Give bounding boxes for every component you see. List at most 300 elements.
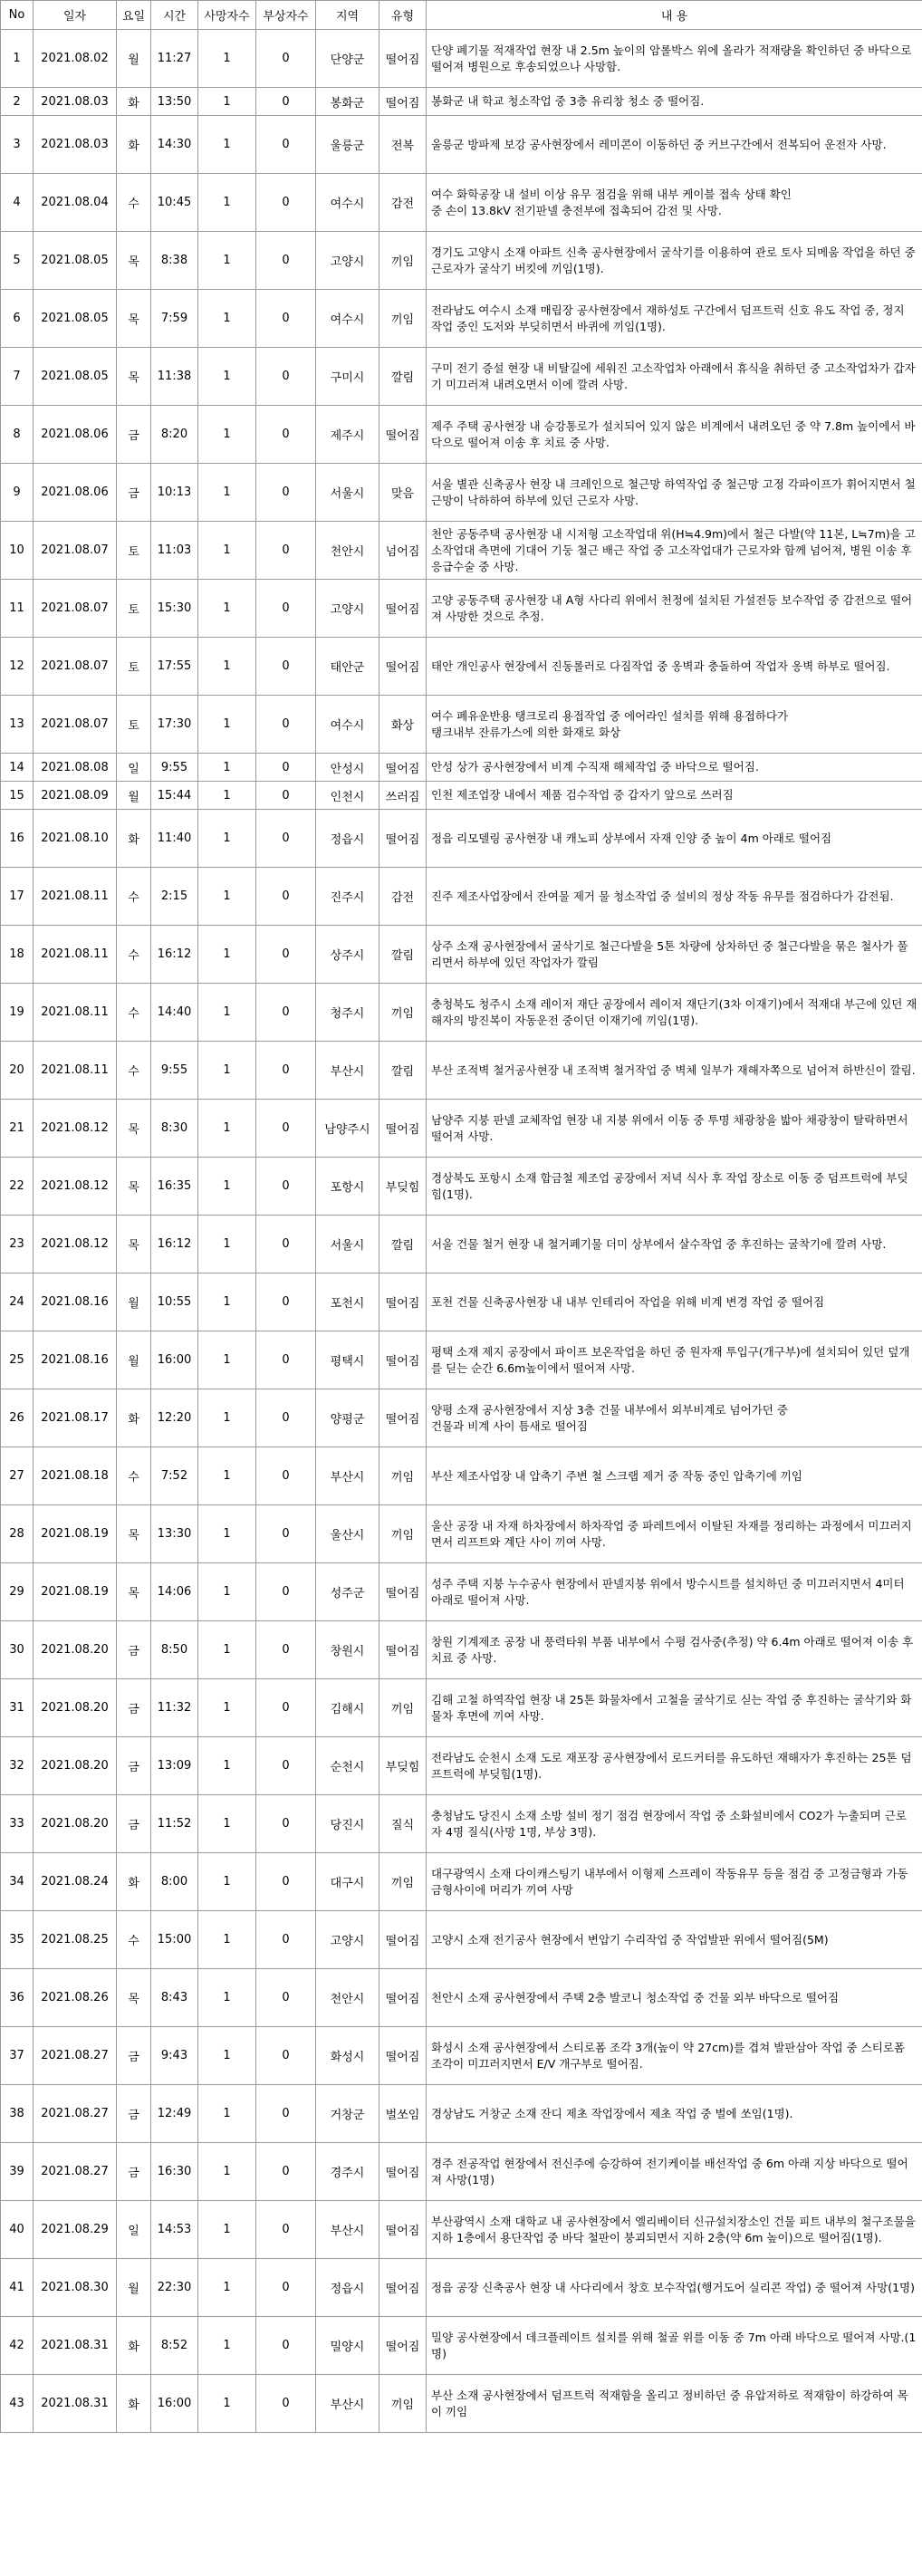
cell-no: 27 <box>1 1447 34 1505</box>
cell-date: 2021.08.04 <box>34 174 117 232</box>
cell-no: 26 <box>1 1389 34 1447</box>
cell-injuries: 0 <box>256 1795 316 1853</box>
cell-no: 2 <box>1 88 34 116</box>
cell-injuries: 0 <box>256 1911 316 1969</box>
cell-type: 떨어짐 <box>379 1274 427 1331</box>
cell-no: 31 <box>1 1679 34 1737</box>
cell-content: 고양 공동주택 공사현장 내 A형 사다리 위에서 천정에 설치된 가설전등 보수작업 중 감전으로 떨어져 사망한 것으로 추정. <box>427 580 922 638</box>
cell-injuries: 0 <box>256 1216 316 1274</box>
table-row <box>1 2201 922 2259</box>
cell-content: 상주 소재 공사현장에서 굴삭기로 철근다발을 5톤 차량에 상차하던 중 철근다발을 묶은 철사가 풀리면서 하부에 있던 작업자가 깔림 <box>427 926 922 984</box>
cell-day: 월 <box>117 782 151 810</box>
cell-content: 인천 제조업장 내에서 제품 검수작업 중 갑자기 앞으로 쓰러짐 <box>427 782 922 810</box>
cell-time: 2:15 <box>151 868 198 926</box>
cell-date: 2021.08.12 <box>34 1216 117 1274</box>
cell-deaths: 1 <box>198 2085 256 2143</box>
cell-time: 10:45 <box>151 174 198 232</box>
cell-day: 토 <box>117 522 151 580</box>
header-region: 지역 <box>316 1 379 30</box>
cell-injuries: 0 <box>256 348 316 406</box>
cell-deaths: 1 <box>198 1042 256 1100</box>
cell-no: 36 <box>1 1969 34 2027</box>
cell-deaths: 1 <box>198 1216 256 1274</box>
cell-content: 천안시 소재 공사현장에서 주택 2층 발코니 청소작업 중 건물 외부 바닥으로 떨어짐 <box>427 1969 922 2027</box>
cell-content: 포천 건물 신축공사현장 내 내부 인테리어 작업을 위해 비계 변경 작업 중 떨어짐 <box>427 1274 922 1331</box>
cell-content: 부산 제조사업장 내 압축기 주변 철 스크랩 제거 중 작동 중인 압축기에 끼임 <box>427 1447 922 1505</box>
cell-day: 목 <box>117 290 151 348</box>
table-row <box>1 1505 922 1563</box>
cell-injuries: 0 <box>256 174 316 232</box>
cell-no: 30 <box>1 1621 34 1679</box>
cell-date: 2021.08.03 <box>34 88 117 116</box>
cell-type: 떨어짐 <box>379 1100 427 1158</box>
table-row <box>1 2085 922 2143</box>
cell-type: 감전 <box>379 868 427 926</box>
cell-content: 여수 화학공장 내 설비 이상 유무 점검을 위해 내부 케이블 접속 상태 확인 중 손이 13.8kV 전기판넬 충전부에 접촉되어 감전 및 사망. <box>427 174 922 232</box>
cell-type: 질식 <box>379 1795 427 1853</box>
cell-date: 2021.08.27 <box>34 2143 117 2201</box>
cell-type: 떨어짐 <box>379 810 427 868</box>
cell-date: 2021.08.03 <box>34 116 117 174</box>
cell-date: 2021.08.06 <box>34 464 117 522</box>
cell-deaths: 1 <box>198 1389 256 1447</box>
cell-content: 경기도 고양시 소재 아파트 신축 공사현장에서 굴삭기를 이용하여 관로 토사 되메움 작업을 하던 중 근로자가 굴삭기 버킷에 끼임(1명). <box>427 232 922 290</box>
cell-time: 8:50 <box>151 1621 198 1679</box>
cell-day: 금 <box>117 1795 151 1853</box>
table-row <box>1 782 922 810</box>
table-row <box>1 1737 922 1795</box>
cell-time: 11:38 <box>151 348 198 406</box>
cell-date: 2021.08.20 <box>34 1621 117 1679</box>
cell-day: 목 <box>117 348 151 406</box>
cell-no: 7 <box>1 348 34 406</box>
table-row <box>1 638 922 696</box>
table-row <box>1 2375 922 2433</box>
cell-injuries: 0 <box>256 1969 316 2027</box>
cell-injuries: 0 <box>256 2201 316 2259</box>
cell-date: 2021.08.09 <box>34 782 117 810</box>
cell-time: 8:38 <box>151 232 198 290</box>
cell-time: 14:06 <box>151 1563 198 1621</box>
cell-time: 7:52 <box>151 1447 198 1505</box>
cell-content: 창원 기계제조 공장 내 풍력타워 부품 내부에서 수평 검사중(추정) 약 6.4m 아래로 떨어져 이송 후 치료 중 사망. <box>427 1621 922 1679</box>
cell-region: 부산시 <box>316 1447 379 1505</box>
cell-injuries: 0 <box>256 1853 316 1911</box>
cell-content: 화성시 소재 공사현장에서 스티로폼 조각 3개(높이 약 27cm)를 겹쳐 발판삼아 작업 중 스티로폼 조각이 미끄러지면서 E/V 개구부로 떨어짐. <box>427 2027 922 2085</box>
cell-content: 경주 전공작업 현장에서 전신주에 승강하여 전기케이블 배선작업 중 6m 아래 지상 바닥으로 떨어져 사망(1명) <box>427 2143 922 2201</box>
cell-injuries: 0 <box>256 2143 316 2201</box>
cell-content: 고양시 소재 전기공사 현장에서 변압기 수리작업 중 작업발판 위에서 떨어짐(5M) <box>427 1911 922 1969</box>
cell-region: 평택시 <box>316 1331 379 1389</box>
table-row <box>1 1853 922 1911</box>
cell-date: 2021.08.07 <box>34 522 117 580</box>
cell-no: 43 <box>1 2375 34 2433</box>
cell-content: 충청남도 당진시 소재 소방 설비 정기 점검 현장에서 작업 중 소화설비에서 CO2가 누출되며 근로자 4명 질식(사망 1명, 부상 3명). <box>427 1795 922 1853</box>
table-row <box>1 696 922 754</box>
cell-content: 안성 상가 공사현장에서 비계 수직재 해체작업 중 바닥으로 떨어짐. <box>427 754 922 782</box>
cell-date: 2021.08.05 <box>34 232 117 290</box>
cell-injuries: 0 <box>256 1505 316 1563</box>
cell-no: 42 <box>1 2317 34 2375</box>
cell-region: 천안시 <box>316 522 379 580</box>
cell-type: 떨어짐 <box>379 1331 427 1389</box>
cell-date: 2021.08.29 <box>34 2201 117 2259</box>
cell-region: 서울시 <box>316 1216 379 1274</box>
cell-date: 2021.08.19 <box>34 1563 117 1621</box>
cell-region: 서울시 <box>316 464 379 522</box>
cell-date: 2021.08.07 <box>34 696 117 754</box>
cell-day: 금 <box>117 2085 151 2143</box>
cell-date: 2021.08.27 <box>34 2085 117 2143</box>
cell-day: 화 <box>117 1389 151 1447</box>
cell-no: 14 <box>1 754 34 782</box>
cell-region: 태안군 <box>316 638 379 696</box>
cell-deaths: 1 <box>198 1853 256 1911</box>
cell-no: 39 <box>1 2143 34 2201</box>
cell-time: 13:09 <box>151 1737 198 1795</box>
cell-day: 화 <box>117 810 151 868</box>
cell-no: 34 <box>1 1853 34 1911</box>
cell-type: 떨어짐 <box>379 30 427 88</box>
table-row <box>1 1911 922 1969</box>
cell-deaths: 1 <box>198 810 256 868</box>
cell-date: 2021.08.12 <box>34 1158 117 1216</box>
cell-type: 끼임 <box>379 1505 427 1563</box>
cell-time: 13:50 <box>151 88 198 116</box>
table-row <box>1 1795 922 1853</box>
cell-region: 성주군 <box>316 1563 379 1621</box>
cell-type: 떨어짐 <box>379 1621 427 1679</box>
table-row <box>1 1563 922 1621</box>
cell-time: 8:30 <box>151 1100 198 1158</box>
cell-type: 끼임 <box>379 290 427 348</box>
cell-day: 수 <box>117 174 151 232</box>
cell-deaths: 1 <box>198 406 256 464</box>
cell-region: 거창군 <box>316 2085 379 2143</box>
cell-time: 10:55 <box>151 1274 198 1331</box>
cell-region: 창원시 <box>316 1621 379 1679</box>
cell-deaths: 1 <box>198 522 256 580</box>
cell-content: 태안 개인공사 현장에서 진동롤러로 다짐작업 중 옹벽과 충돌하여 작업자 옹벽 하부로 떨어짐. <box>427 638 922 696</box>
cell-type: 떨어짐 <box>379 2317 427 2375</box>
cell-deaths: 1 <box>198 116 256 174</box>
cell-date: 2021.08.16 <box>34 1274 117 1331</box>
cell-day: 화 <box>117 2317 151 2375</box>
cell-time: 13:30 <box>151 1505 198 1563</box>
cell-date: 2021.08.02 <box>34 30 117 88</box>
header-no: No <box>1 1 34 30</box>
cell-deaths: 1 <box>198 580 256 638</box>
cell-day: 일 <box>117 754 151 782</box>
cell-day: 일 <box>117 2201 151 2259</box>
cell-no: 20 <box>1 1042 34 1100</box>
cell-date: 2021.08.11 <box>34 984 117 1042</box>
cell-region: 정읍시 <box>316 810 379 868</box>
cell-deaths: 1 <box>198 1331 256 1389</box>
cell-content: 김해 고철 하역작업 현장 내 25톤 화물차에서 고철을 굴삭기로 싣는 작업 중 후진하는 굴삭기와 화물차 후면에 끼여 사망. <box>427 1679 922 1737</box>
cell-day: 목 <box>117 1100 151 1158</box>
cell-injuries: 0 <box>256 638 316 696</box>
cell-date: 2021.08.30 <box>34 2259 117 2317</box>
cell-no: 8 <box>1 406 34 464</box>
cell-type: 떨어짐 <box>379 2259 427 2317</box>
cell-date: 2021.08.05 <box>34 290 117 348</box>
cell-date: 2021.08.19 <box>34 1505 117 1563</box>
cell-injuries: 0 <box>256 696 316 754</box>
cell-day: 토 <box>117 696 151 754</box>
cell-region: 울산시 <box>316 1505 379 1563</box>
cell-region: 순천시 <box>316 1737 379 1795</box>
cell-date: 2021.08.27 <box>34 2027 117 2085</box>
cell-region: 남양주시 <box>316 1100 379 1158</box>
cell-deaths: 1 <box>198 1679 256 1737</box>
cell-no: 25 <box>1 1331 34 1389</box>
cell-time: 16:12 <box>151 926 198 984</box>
cell-region: 포천시 <box>316 1274 379 1331</box>
cell-type: 떨어짐 <box>379 638 427 696</box>
cell-injuries: 0 <box>256 290 316 348</box>
header-content: 내 용 <box>427 1 922 30</box>
cell-deaths: 1 <box>198 1563 256 1621</box>
cell-date: 2021.08.08 <box>34 754 117 782</box>
table-row <box>1 1158 922 1216</box>
cell-deaths: 1 <box>198 1274 256 1331</box>
cell-content: 밀양 공사현장에서 데크플레이트 설치를 위해 철골 위를 이동 중 7m 아래 바닥으로 떨어져 사망.(1명) <box>427 2317 922 2375</box>
cell-deaths: 1 <box>198 1911 256 1969</box>
cell-deaths: 1 <box>198 2143 256 2201</box>
cell-injuries: 0 <box>256 1679 316 1737</box>
table-row <box>1 1216 922 1274</box>
cell-no: 17 <box>1 868 34 926</box>
table-row <box>1 1621 922 1679</box>
table-row <box>1 290 922 348</box>
cell-no: 3 <box>1 116 34 174</box>
cell-injuries: 0 <box>256 406 316 464</box>
cell-type: 떨어짐 <box>379 1563 427 1621</box>
cell-type: 끼임 <box>379 2375 427 2433</box>
cell-no: 28 <box>1 1505 34 1563</box>
cell-deaths: 1 <box>198 1737 256 1795</box>
cell-no: 9 <box>1 464 34 522</box>
cell-type: 부딪힘 <box>379 1737 427 1795</box>
table-row <box>1 30 922 88</box>
cell-time: 17:30 <box>151 696 198 754</box>
cell-day: 금 <box>117 2027 151 2085</box>
cell-content: 진주 제조사업장에서 잔여물 제거 물 청소작업 중 설비의 정상 작동 유무를 점검하다가 감전됨. <box>427 868 922 926</box>
cell-date: 2021.08.20 <box>34 1679 117 1737</box>
cell-deaths: 1 <box>198 2317 256 2375</box>
cell-region: 당진시 <box>316 1795 379 1853</box>
cell-injuries: 0 <box>256 2027 316 2085</box>
cell-injuries: 0 <box>256 2317 316 2375</box>
cell-type: 떨어짐 <box>379 2201 427 2259</box>
cell-day: 금 <box>117 1737 151 1795</box>
cell-injuries: 0 <box>256 926 316 984</box>
cell-time: 16:12 <box>151 1216 198 1274</box>
cell-content: 여수 폐유운반용 탱크로리 용접작업 중 에어라인 설치를 위해 용접하다가 탱크내부 잔류가스에 의한 화재로 화상 <box>427 696 922 754</box>
cell-time: 8:00 <box>151 1853 198 1911</box>
cell-no: 40 <box>1 2201 34 2259</box>
cell-content: 평택 소재 제지 공장에서 파이프 보온작업을 하던 중 원자재 투입구(개구부)에 설치되어 있던 덮개를 딛는 순간 6.6m높이에서 떨어져 사망. <box>427 1331 922 1389</box>
cell-type: 화상 <box>379 696 427 754</box>
header-row <box>1 1 922 30</box>
cell-no: 33 <box>1 1795 34 1853</box>
table-row <box>1 984 922 1042</box>
cell-type: 떨어짐 <box>379 580 427 638</box>
cell-injuries: 0 <box>256 984 316 1042</box>
cell-no: 29 <box>1 1563 34 1621</box>
cell-type: 떨어짐 <box>379 1969 427 2027</box>
cell-day: 목 <box>117 1158 151 1216</box>
cell-content: 전라남도 여수시 소재 매립장 공사현장에서 재하성토 구간에서 덤프트럭 신호 유도 작업 중, 정지 작업 중인 도저와 부딪히면서 바퀴에 끼임(1명). <box>427 290 922 348</box>
cell-type: 떨어짐 <box>379 2143 427 2201</box>
cell-time: 8:43 <box>151 1969 198 2027</box>
cell-day: 수 <box>117 1447 151 1505</box>
cell-type: 전복 <box>379 116 427 174</box>
cell-injuries: 0 <box>256 2259 316 2317</box>
cell-time: 16:30 <box>151 2143 198 2201</box>
cell-injuries: 0 <box>256 1389 316 1447</box>
cell-region: 고양시 <box>316 580 379 638</box>
cell-content: 경상남도 거창군 소재 잔디 제초 작업장에서 제초 작업 중 벌에 쏘임(1명). <box>427 2085 922 2143</box>
table-row <box>1 1331 922 1389</box>
cell-content: 서울 건물 철거 현장 내 철거폐기물 더미 상부에서 살수작업 중 후진하는 굴착기에 깔려 사망. <box>427 1216 922 1274</box>
cell-injuries: 0 <box>256 30 316 88</box>
cell-deaths: 1 <box>198 88 256 116</box>
cell-injuries: 0 <box>256 464 316 522</box>
cell-no: 1 <box>1 30 34 88</box>
cell-day: 금 <box>117 2143 151 2201</box>
cell-region: 진주시 <box>316 868 379 926</box>
cell-content: 양평 소재 공사현장에서 지상 3층 건물 내부에서 외부비계로 넘어가던 중 건물과 비계 사이 틈새로 떨어짐 <box>427 1389 922 1447</box>
cell-time: 11:40 <box>151 810 198 868</box>
cell-day: 월 <box>117 2259 151 2317</box>
table-row <box>1 1274 922 1331</box>
cell-content: 부산 소재 공사현장에서 덤프트럭 적재함을 올리고 정비하던 중 유압저하로 적재함이 하강하여 목이 끼임 <box>427 2375 922 2433</box>
cell-content: 정읍 공장 신축공사 현장 내 사다리에서 창호 보수작업(행거도어 실리콘 작업) 중 떨어져 사망(1명) <box>427 2259 922 2317</box>
cell-no: 41 <box>1 2259 34 2317</box>
cell-type: 끼임 <box>379 232 427 290</box>
cell-type: 깔림 <box>379 348 427 406</box>
cell-region: 화성시 <box>316 2027 379 2085</box>
cell-deaths: 1 <box>198 2201 256 2259</box>
cell-deaths: 1 <box>198 232 256 290</box>
cell-date: 2021.08.31 <box>34 2317 117 2375</box>
cell-type: 부딪힘 <box>379 1158 427 1216</box>
cell-time: 16:00 <box>151 2375 198 2433</box>
cell-type: 떨어짐 <box>379 1911 427 1969</box>
table-row <box>1 2259 922 2317</box>
cell-content: 충청북도 청주시 소재 레이저 재단 공장에서 레이저 재단기(3차 이재기)에서 적재대 부근에 있던 재해자의 방진복이 자동운전 중이던 이재기에 끼임(1명). <box>427 984 922 1042</box>
cell-no: 10 <box>1 522 34 580</box>
cell-time: 11:52 <box>151 1795 198 1853</box>
cell-content: 경상북도 포항시 소재 합금철 제조업 공장에서 저녁 식사 후 작업 장소로 이동 중 덤프트럭에 부딪힘(1명). <box>427 1158 922 1216</box>
cell-date: 2021.08.07 <box>34 580 117 638</box>
cell-day: 목 <box>117 1563 151 1621</box>
cell-region: 여수시 <box>316 290 379 348</box>
cell-content: 봉화군 내 학교 청소작업 중 3층 유리창 청소 중 떨어짐. <box>427 88 922 116</box>
cell-time: 14:30 <box>151 116 198 174</box>
cell-deaths: 1 <box>198 464 256 522</box>
cell-time: 8:52 <box>151 2317 198 2375</box>
cell-injuries: 0 <box>256 754 316 782</box>
table-row <box>1 580 922 638</box>
cell-injuries: 0 <box>256 1447 316 1505</box>
table-row <box>1 926 922 984</box>
cell-no: 32 <box>1 1737 34 1795</box>
cell-content: 정읍 리모델링 공사현장 내 캐노피 상부에서 자재 인양 중 높이 4m 아래로 떨어짐 <box>427 810 922 868</box>
cell-type: 떨어짐 <box>379 754 427 782</box>
cell-content: 제주 주택 공사현장 내 승강통로가 설치되어 있지 않은 비계에서 내려오던 중 약 7.8m 높이에서 바닥으로 떨어져 이송 후 치료 중 사망. <box>427 406 922 464</box>
header-deaths: 사망자수 <box>198 1 256 30</box>
cell-time: 11:32 <box>151 1679 198 1737</box>
cell-deaths: 1 <box>198 1100 256 1158</box>
cell-date: 2021.08.17 <box>34 1389 117 1447</box>
cell-region: 청주시 <box>316 984 379 1042</box>
cell-deaths: 1 <box>198 754 256 782</box>
table-row <box>1 174 922 232</box>
cell-content: 울릉군 방파제 보강 공사현장에서 레미콘이 이동하던 중 커브구간에서 전복되어 운전자 사망. <box>427 116 922 174</box>
cell-injuries: 0 <box>256 1100 316 1158</box>
cell-injuries: 0 <box>256 232 316 290</box>
cell-region: 양평군 <box>316 1389 379 1447</box>
cell-type: 깔림 <box>379 926 427 984</box>
cell-time: 12:20 <box>151 1389 198 1447</box>
cell-type: 끼임 <box>379 1679 427 1737</box>
cell-date: 2021.08.20 <box>34 1795 117 1853</box>
cell-injuries: 0 <box>256 868 316 926</box>
cell-deaths: 1 <box>198 1621 256 1679</box>
cell-deaths: 1 <box>198 638 256 696</box>
cell-deaths: 1 <box>198 1505 256 1563</box>
cell-date: 2021.08.10 <box>34 810 117 868</box>
cell-time: 15:44 <box>151 782 198 810</box>
cell-no: 24 <box>1 1274 34 1331</box>
cell-type: 끼임 <box>379 1853 427 1911</box>
table-row <box>1 348 922 406</box>
cell-date: 2021.08.25 <box>34 1911 117 1969</box>
cell-injuries: 0 <box>256 810 316 868</box>
cell-injuries: 0 <box>256 116 316 174</box>
cell-deaths: 1 <box>198 30 256 88</box>
cell-time: 15:00 <box>151 1911 198 1969</box>
cell-deaths: 1 <box>198 1969 256 2027</box>
cell-content: 남양주 지붕 판넬 교체작업 현장 내 지붕 위에서 이동 중 투명 채광창을 밟아 채광창이 탈락하면서 떨어져 사망. <box>427 1100 922 1158</box>
cell-day: 목 <box>117 232 151 290</box>
header-day: 요일 <box>117 1 151 30</box>
table-row <box>1 406 922 464</box>
table-row <box>1 88 922 116</box>
table-row <box>1 1679 922 1737</box>
cell-type: 떨어짐 <box>379 406 427 464</box>
cell-date: 2021.08.26 <box>34 1969 117 2027</box>
cell-deaths: 1 <box>198 1795 256 1853</box>
cell-deaths: 1 <box>198 926 256 984</box>
cell-type: 쓰러짐 <box>379 782 427 810</box>
cell-injuries: 0 <box>256 1331 316 1389</box>
cell-day: 월 <box>117 30 151 88</box>
cell-day: 금 <box>117 1621 151 1679</box>
cell-date: 2021.08.16 <box>34 1331 117 1389</box>
cell-deaths: 1 <box>198 1447 256 1505</box>
cell-no: 16 <box>1 810 34 868</box>
cell-deaths: 1 <box>198 290 256 348</box>
cell-injuries: 0 <box>256 88 316 116</box>
cell-day: 화 <box>117 116 151 174</box>
cell-time: 14:40 <box>151 984 198 1042</box>
cell-region: 제주시 <box>316 406 379 464</box>
table-row <box>1 232 922 290</box>
